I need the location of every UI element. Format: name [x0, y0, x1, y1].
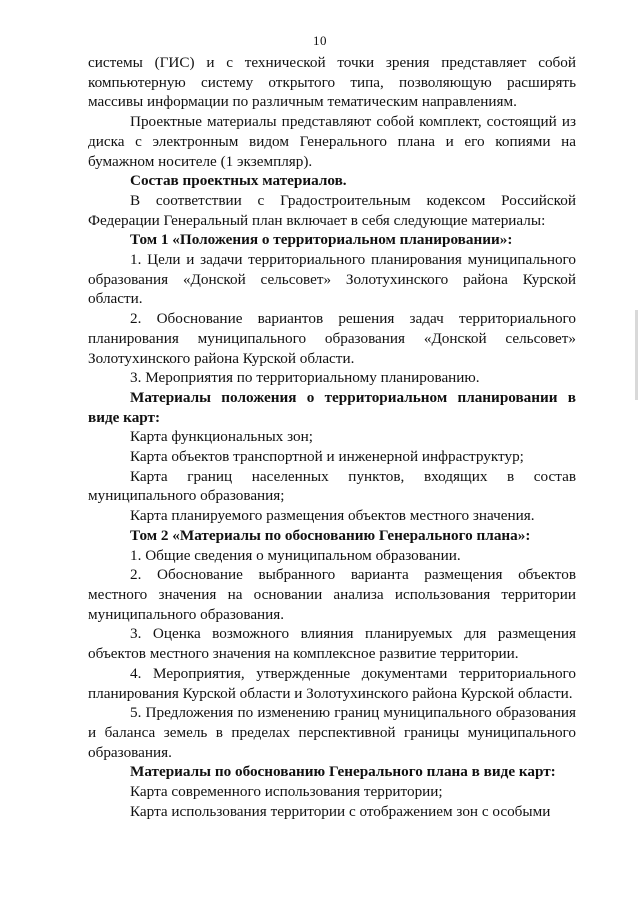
list-item: 3. Оценка возможного влияния планируемых для размещения объектов местного значения на комплексное развитие территории.	[88, 625, 576, 663]
map-item: Карта использования территории с отображением зон с особыми	[130, 802, 551, 820]
maps-heading-volume-2: Материалы по обоснованию Генерального плана в виде карт:	[130, 763, 556, 781]
list-item: 1. Общие сведения о муниципальном образовании.	[130, 546, 461, 564]
paragraph-code-reference: В соответствии с Градостроительным кодексом Российской Федерации Генеральный план включает в себя следующие материалы:	[88, 191, 576, 229]
paragraph-project-materials: Проектные материалы представляют собой комплект, состоящий из диска с электронным видом Генерального плана и его копиями на бумажном носителе (1 экземпляр).	[88, 113, 576, 170]
map-item: Карта современного использования территории;	[130, 783, 443, 801]
volume-1-heading: Том 1 «Положения о территориальном планировании»:	[130, 231, 513, 249]
maps-heading-volume-1: Материалы положения о территориальном планировании в виде карт:	[88, 388, 576, 426]
list-item: 1. Цели и задачи территориального планирования муниципального образования «Донской сельсовет» Золотухинского района Курской области.	[88, 251, 576, 308]
map-item: Карта объектов транспортной и инженерной инфраструктур;	[130, 448, 524, 466]
list-item: 3. Мероприятия по территориальному планированию.	[130, 369, 480, 387]
list-item: 2. Обоснование выбранного варианта размещения объектов местного значения на основании анализа использования территории муниципального образования.	[88, 566, 576, 623]
volume-2-heading: Том 2 «Материалы по обоснованию Генерального плана»:	[130, 526, 531, 544]
map-item: Карта функциональных зон;	[130, 428, 313, 446]
map-item: Карта границ населенных пунктов, входящих в состав муниципального образования;	[88, 467, 576, 505]
page-body	[88, 53, 576, 821]
paragraph-gis-description: системы (ГИС) и с технической точки зрения представляет собой компьютерную систему открытого типа, позволяющую расширять массивы информации по различным тематическим направлениям.	[88, 54, 576, 111]
section-heading-materials: Состав проектных материалов.	[130, 172, 347, 190]
list-item: 2. Обоснование вариантов решения задач территориального планирования муниципального образования «Донской сельсовет» Золотухинского района Курской области.	[88, 310, 576, 367]
page-number: 10	[313, 33, 327, 48]
scan-edge-mark	[635, 310, 638, 400]
list-item: 4. Мероприятия, утвержденные документами территориального планирования Курской области и Золотухинского района Курской области.	[88, 664, 576, 702]
map-item: Карта планируемого размещения объектов местного значения.	[130, 507, 535, 525]
list-item: 5. Предложения по изменению границ муниципального образования и баланса земель в пределах перспективной границы муниципального образования.	[88, 704, 576, 761]
